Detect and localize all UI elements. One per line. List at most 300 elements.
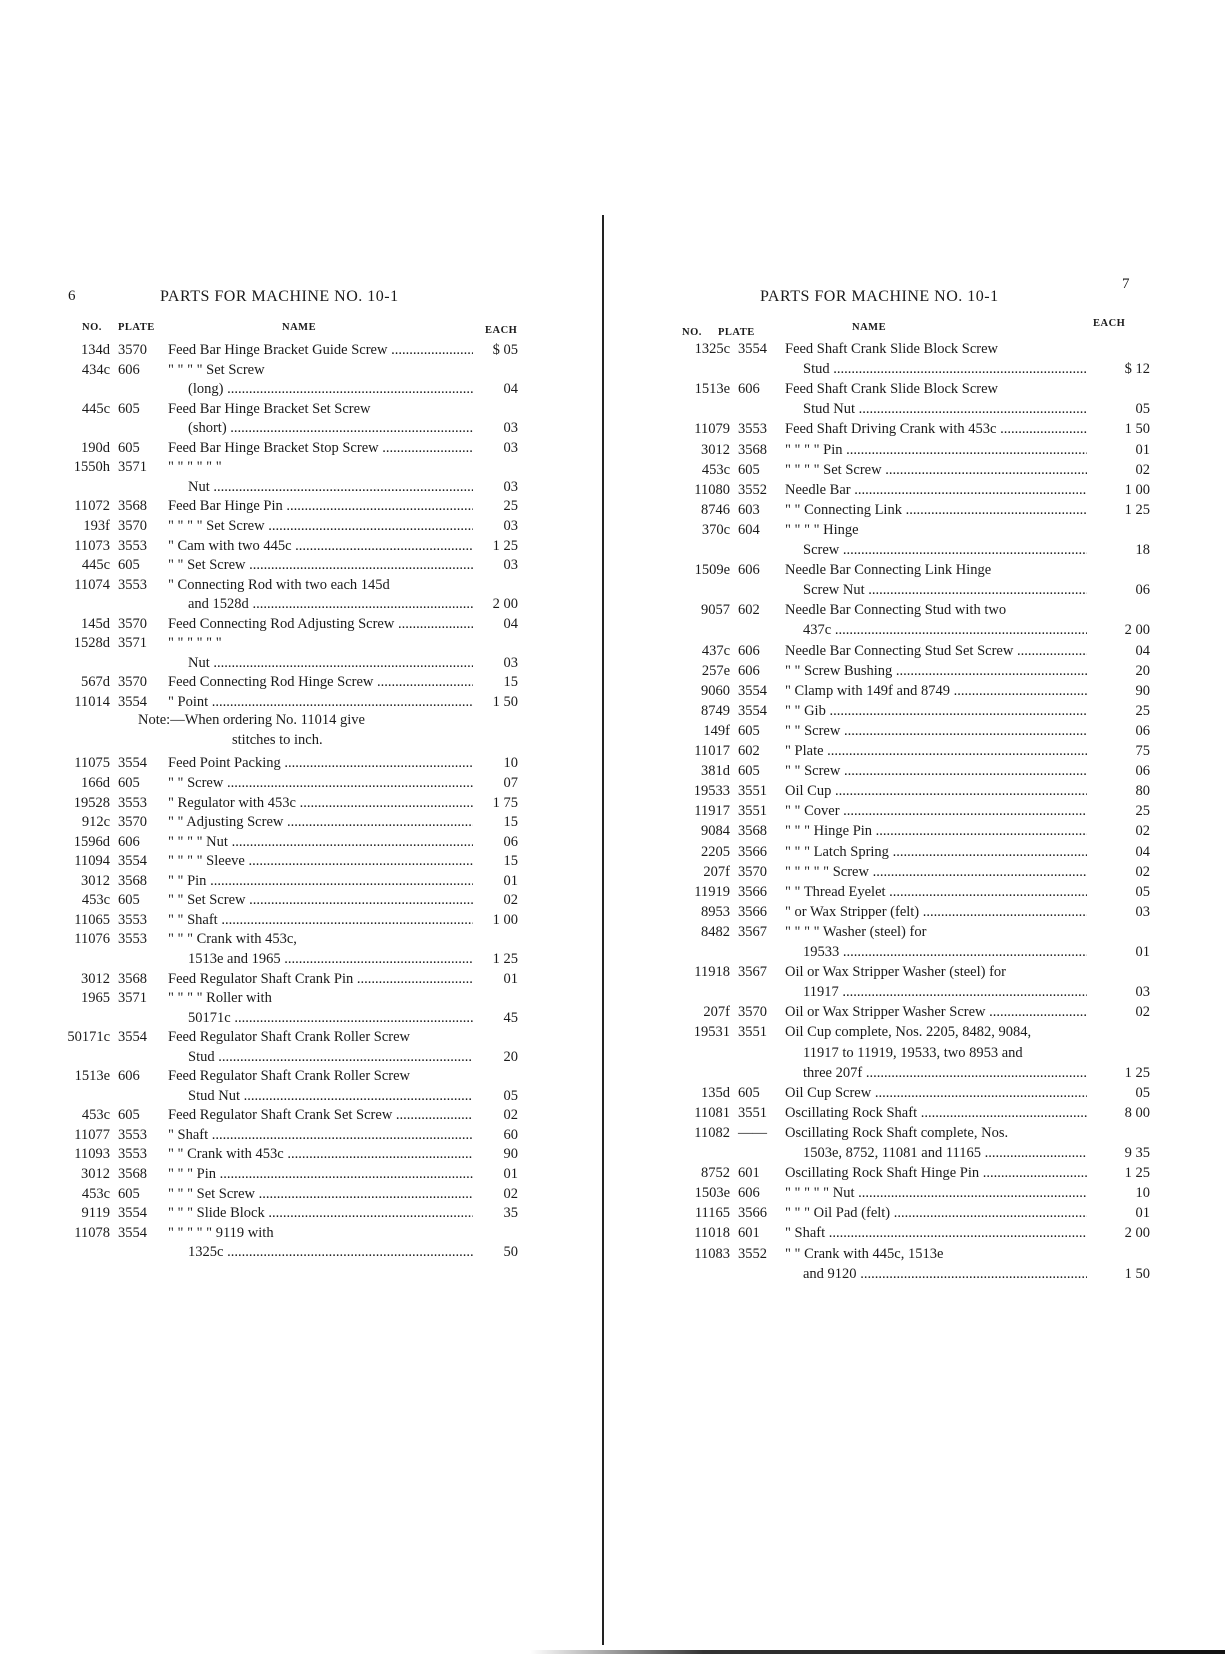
part-name: Feed Regulator Shaft Crank Roller Screw [168, 1029, 411, 1046]
table-row [0, 833, 600, 851]
price-each: 2 00 [1124, 1225, 1150, 1242]
plate-number: 602 [738, 743, 760, 759]
part-name: " " Set Screw ..... [168, 891, 473, 909]
plate-number: 3554 [118, 1029, 147, 1046]
price-each: 1 50 [1124, 421, 1150, 438]
part-number: 445c [81, 557, 110, 574]
part-number: 453c [81, 892, 110, 909]
table-row [605, 822, 1225, 840]
price-each: 9 35 [1124, 1145, 1150, 1161]
part-name: Oscillating Rock Shaft ..... [785, 1104, 1087, 1122]
table-row [605, 581, 1225, 599]
part-name: " " Screw ..... [168, 774, 473, 792]
page-gutter-line [602, 215, 604, 1645]
price-each: 06 [1135, 582, 1150, 599]
table-row [605, 923, 1225, 941]
col-header-name: NAME [852, 322, 887, 333]
part-number: 8752 [701, 1165, 730, 1182]
price-each: 03 [503, 478, 518, 495]
table-row [605, 1003, 1225, 1021]
table-row [605, 400, 1225, 418]
plate-number: 3571 [118, 990, 147, 1007]
part-name: " Point ..... [168, 693, 473, 711]
table-row [605, 340, 1225, 358]
part-name: Stud Nut ..... [803, 400, 1087, 418]
part-number: 135d [701, 1084, 730, 1101]
part-name: Oil Cup complete, Nos. 2205, 8482, 9084, [785, 1024, 1032, 1041]
part-number: 11083 [694, 1245, 730, 1262]
part-name: " " " " " 9119 with [168, 1224, 274, 1241]
part-number: 1965 [81, 990, 110, 1007]
part-name: " " " " Hinge [785, 521, 859, 538]
part-number: 11917 [694, 803, 730, 820]
part-name: (short) ..... [188, 419, 473, 437]
price-each: 25 [1135, 702, 1150, 719]
part-number: 3012 [81, 970, 110, 987]
part-number: 11075 [74, 755, 110, 772]
part-number: 11077 [74, 1126, 110, 1143]
table-row [0, 1106, 600, 1124]
part-number: 11918 [694, 964, 730, 981]
plate-number: 3553 [118, 931, 147, 948]
part-number: 434c [81, 361, 110, 378]
part-number: 1513e [74, 1068, 110, 1085]
price-each: 02 [503, 892, 518, 909]
plate-number: 3566 [738, 883, 767, 900]
part-name: " Cam with two 445c ..... [168, 537, 473, 555]
part-number: 381d [701, 763, 730, 780]
table-row [0, 576, 600, 594]
table-row [605, 1245, 1225, 1263]
part-name: Oil or Wax Stripper Washer (steel) for [785, 964, 1007, 981]
price-each: 01 [503, 872, 518, 889]
part-name: Needle Bar Connecting Stud with two [785, 602, 1007, 619]
col-header-no: NO. [82, 322, 102, 333]
plate-number: 605 [738, 1084, 760, 1101]
table-row [605, 621, 1225, 639]
table-row [605, 802, 1225, 820]
price-each: 02 [1135, 823, 1150, 840]
table-row [605, 1164, 1225, 1182]
plate-number: 3552 [738, 481, 767, 498]
col-header-each: EACH [485, 325, 518, 336]
part-number: 166d [81, 775, 110, 791]
part-number: 8953 [701, 903, 730, 920]
part-number: 11165 [694, 1205, 730, 1222]
table-row [605, 1084, 1225, 1102]
part-name: Feed Regulator Shaft Crank Roller Screw [168, 1068, 411, 1085]
price-each: 20 [503, 1048, 518, 1065]
plate-number: 606 [738, 642, 760, 659]
part-number: 134d [81, 342, 110, 358]
part-name: 1513e and 1965 ..... [188, 950, 473, 968]
table-row [0, 911, 600, 929]
table-row [605, 903, 1225, 921]
price-each: 06 [1135, 763, 1150, 780]
price-each: 02 [503, 1185, 518, 1202]
price-each: 03 [503, 517, 518, 534]
part-number: 453c [701, 461, 730, 478]
part-name: " " " " Set Screw ..... [785, 461, 1087, 479]
part-name: " " Cover ..... [785, 802, 1087, 820]
table-row [605, 722, 1225, 740]
part-number: 19533 [693, 783, 730, 800]
price-each: 01 [1135, 1205, 1150, 1222]
plate-number: 603 [738, 501, 760, 518]
table-row [0, 361, 600, 379]
table-row [0, 872, 600, 890]
part-number: 11080 [694, 481, 730, 498]
part-name: " " " " Set Screw ..... [168, 517, 473, 535]
part-name: " " " " " " [168, 635, 222, 652]
price-each: $ 12 [1124, 361, 1150, 378]
part-name: " Regulator with 453c ..... [168, 794, 473, 812]
plate-number: 604 [738, 521, 760, 538]
table-row [605, 983, 1225, 1001]
part-name: Nut ..... [188, 654, 473, 672]
price-each: 03 [1135, 903, 1150, 920]
plate-number: 606 [738, 562, 760, 579]
part-number: 370c [701, 521, 730, 538]
part-number: 149f [703, 722, 730, 739]
part-number: 19528 [73, 794, 110, 811]
part-number: 1550h [73, 459, 110, 476]
part-name: Feed Connecting Rod Hinge Screw ..... [168, 673, 473, 691]
part-number: 11082 [694, 1124, 730, 1141]
table-row [605, 843, 1225, 861]
part-name: Oscillating Rock Shaft complete, Nos. [785, 1124, 1009, 1141]
part-number: 1513e [694, 381, 730, 398]
plate-number: 3552 [738, 1245, 767, 1262]
table-row [0, 478, 600, 496]
price-each: 01 [503, 970, 518, 987]
col-header-plate: PLATE [718, 327, 755, 338]
table-row [0, 400, 600, 418]
part-name: Oil Cup ..... [785, 782, 1087, 800]
part-name: Stud Nut ..... [188, 1087, 473, 1105]
part-name: " " " " Roller with [168, 990, 272, 1007]
table-row [605, 642, 1225, 660]
table-row [0, 989, 600, 1007]
page-number: 7 [1122, 276, 1130, 292]
table-row [605, 1124, 1225, 1142]
plate-number: 3551 [738, 1104, 767, 1121]
part-name: Feed Bar Hinge Pin ..... [168, 497, 473, 515]
price-each: 75 [1135, 743, 1150, 759]
plate-number: 3554 [738, 702, 767, 719]
price-each: 60 [503, 1126, 518, 1143]
plate-number: 3570 [738, 1004, 767, 1021]
plate-number: 605 [118, 1107, 140, 1124]
plate-number: 3567 [738, 964, 767, 981]
table-row [0, 1243, 600, 1261]
price-each: 03 [503, 439, 518, 456]
part-name: Oscillating Rock Shaft Hinge Pin ..... [785, 1164, 1087, 1182]
table-row [0, 950, 600, 968]
part-name: Feed Bar Hinge Bracket Stop Screw ..... [168, 439, 473, 457]
part-name: Feed Connecting Rod Adjusting Screw ..... [168, 615, 473, 633]
col-header-no: NO. [682, 327, 702, 338]
part-number: 11073 [74, 537, 110, 554]
plate-number: 606 [118, 1068, 140, 1085]
table-row [0, 634, 600, 652]
plate-number: 601 [738, 1165, 760, 1182]
table-row [0, 1028, 600, 1046]
table-row [0, 930, 600, 948]
part-name: " " " " " Screw ..... [785, 863, 1087, 881]
part-number: 1503e [694, 1185, 730, 1202]
part-number: 11076 [74, 931, 110, 948]
plate-number: 606 [738, 662, 760, 679]
note-line: Note:—When ordering No. 11014 give [138, 712, 365, 728]
plate-number: 3551 [738, 803, 767, 820]
price-each: 04 [503, 615, 518, 632]
part-number: 567d [81, 674, 110, 691]
plate-number: 3570 [738, 863, 767, 880]
price-each: 04 [1135, 843, 1150, 860]
part-name: 50171c ..... [188, 1009, 473, 1027]
table-row [605, 1204, 1225, 1222]
plate-number: 3554 [118, 693, 147, 710]
col-header-name: NAME [282, 322, 317, 333]
price-each: 02 [1135, 1004, 1150, 1021]
table-row [605, 1265, 1225, 1283]
plate-number: 3551 [738, 1024, 767, 1041]
plate-number: 605 [118, 892, 140, 909]
price-each: 1 25 [492, 537, 518, 554]
plate-number: 3568 [118, 498, 147, 515]
price-each: 1 50 [1124, 1265, 1150, 1282]
plate-number: 3568 [118, 1166, 147, 1182]
part-number: 8482 [701, 923, 730, 940]
table-row [605, 521, 1225, 539]
part-name: Oil Cup Screw ..... [785, 1084, 1087, 1102]
plate-number: 3554 [118, 1205, 147, 1222]
plate-number: 3568 [118, 872, 147, 889]
table-row [0, 380, 600, 398]
part-number: 19531 [693, 1024, 730, 1041]
table-row [605, 360, 1225, 378]
table-row [605, 1144, 1225, 1162]
page-number: 6 [68, 288, 76, 304]
price-each: 1 25 [492, 950, 518, 967]
price-each: 02 [1135, 461, 1150, 478]
part-name: " " " " Set Screw [168, 361, 265, 378]
plate-number: 3566 [738, 843, 767, 860]
plate-number: 605 [118, 557, 140, 574]
plate-number: 3568 [118, 970, 147, 987]
part-name: " " " Hinge Pin ..... [785, 822, 1087, 840]
table-row [0, 497, 600, 515]
price-each: 35 [503, 1205, 518, 1222]
plate-number: 3570 [118, 342, 147, 358]
price-each: 07 [503, 775, 518, 791]
part-number: 190d [81, 439, 110, 456]
part-name: Screw ..... [803, 541, 1087, 559]
table-row [605, 883, 1225, 901]
part-name: Needle Bar Connecting Link Hinge [785, 562, 992, 579]
price-each: 06 [503, 833, 518, 850]
price-each: 03 [1135, 984, 1150, 1001]
plate-number: 601 [738, 1225, 760, 1242]
part-name: " " Shaft ..... [168, 911, 473, 929]
part-number: 11014 [74, 693, 110, 710]
price-each: 1 25 [1124, 501, 1150, 518]
part-number: 1596d [73, 833, 110, 850]
part-number: 912c [81, 814, 110, 831]
part-number: 257e [701, 662, 730, 679]
table-row [0, 1145, 600, 1163]
plate-number: 3566 [738, 903, 767, 920]
part-name: " " Connecting Link ..... [785, 501, 1087, 519]
price-each: 8 00 [1124, 1104, 1150, 1121]
table-row [0, 794, 600, 812]
plate-number: 605 [118, 400, 140, 417]
part-name: Feed Bar Hinge Bracket Set Screw [168, 400, 371, 417]
part-name: " Shaft ..... [168, 1126, 473, 1144]
part-name: Feed Shaft Driving Crank with 453c ..... [785, 420, 1087, 438]
part-number: 1509e [694, 562, 730, 579]
plate-number: 3553 [118, 1146, 147, 1163]
plate-number: 3570 [118, 674, 147, 691]
table-row [605, 1184, 1225, 1202]
table-row [0, 852, 600, 870]
table-row [0, 419, 600, 437]
price-each: 90 [503, 1146, 518, 1163]
part-number: 3012 [81, 872, 110, 889]
plate-number: 605 [738, 461, 760, 478]
table-row [0, 1126, 600, 1144]
part-name: Feed Regulator Shaft Crank Pin ..... [168, 970, 473, 988]
plate-number: 3554 [118, 755, 147, 772]
table-row [0, 439, 600, 457]
plate-number: 3553 [118, 576, 147, 593]
plate-number: 3551 [738, 783, 767, 800]
part-name: (long) ..... [188, 380, 473, 398]
table-row [0, 754, 600, 772]
price-each: 20 [1135, 662, 1150, 679]
part-number: 11919 [694, 883, 730, 900]
part-number: 2205 [701, 843, 730, 860]
plate-number: 605 [738, 763, 760, 780]
plate-number: 605 [118, 439, 140, 456]
part-name: 1325c ..... [188, 1243, 473, 1261]
price-each: 06 [1135, 722, 1150, 739]
part-number: 50171c [67, 1029, 110, 1046]
part-name: " " Pin ..... [168, 872, 473, 890]
price-each: 1 00 [1124, 481, 1150, 498]
part-number: 9084 [701, 823, 730, 840]
price-each: 05 [1135, 401, 1150, 418]
table-row [0, 458, 600, 476]
part-name: 1503e, 8752, 11081 and 11165 ..... [803, 1144, 1087, 1162]
table-row [0, 537, 600, 555]
plate-number: 3553 [118, 1126, 147, 1143]
part-name: 437c ..... [803, 621, 1087, 639]
part-number: 11065 [74, 911, 110, 928]
table-row [0, 891, 600, 909]
part-name: " " " Latch Spring ..... [785, 843, 1087, 861]
part-name: Nut ..... [188, 478, 473, 496]
plate-number: 3571 [118, 459, 147, 476]
part-name: " Connecting Rod with two each 145d [168, 576, 390, 593]
part-number: 9057 [701, 602, 730, 619]
part-name: " " " Pin ..... [168, 1165, 473, 1183]
price-each: 02 [503, 1107, 518, 1124]
part-name: " " " " Washer (steel) for [785, 923, 927, 940]
plate-number: 606 [738, 1185, 760, 1202]
note-line: stitches to inch. [232, 732, 323, 748]
price-each: 15 [503, 853, 518, 870]
table-row [605, 863, 1225, 881]
part-number: 3012 [701, 441, 730, 458]
plate-number: 3570 [118, 814, 147, 831]
part-number: 9060 [701, 682, 730, 699]
table-row [605, 461, 1225, 479]
table-row [0, 556, 600, 574]
table-row [605, 420, 1225, 438]
part-number: 453c [81, 1107, 110, 1124]
plate-number: 605 [738, 722, 760, 739]
running-head: PARTS FOR MACHINE NO. 10-1 [760, 288, 999, 305]
price-each: 90 [1135, 682, 1150, 699]
part-name: " " Set Screw ..... [168, 556, 473, 574]
part-name: " " Screw ..... [785, 762, 1087, 780]
part-name: " Shaft ..... [785, 1224, 1087, 1242]
plate-number: 3570 [118, 517, 147, 534]
price-each: 02 [1135, 863, 1150, 880]
table-row [605, 662, 1225, 680]
table-row [605, 782, 1225, 800]
price-each: 25 [503, 498, 518, 515]
part-name: Screw Nut ..... [803, 581, 1087, 599]
part-number: 207f [703, 1004, 730, 1021]
part-name: Feed Regulator Shaft Crank Set Screw ..... [168, 1106, 473, 1124]
table-row [0, 774, 600, 792]
table-row [605, 1044, 1225, 1062]
plate-number: 3566 [738, 1205, 767, 1222]
part-name: " " Gib ..... [785, 702, 1087, 720]
table-row [0, 1048, 600, 1066]
part-number: 207f [703, 863, 730, 880]
price-each: 18 [1135, 542, 1150, 558]
part-number: 445c [81, 400, 110, 417]
part-name: " " " " Nut ..... [168, 833, 473, 851]
price-each: 01 [1135, 441, 1150, 458]
table-row [0, 1185, 600, 1203]
plate-number: 605 [118, 1185, 140, 1202]
part-name: " " Crank with 453c ..... [168, 1145, 473, 1163]
col-header-plate: PLATE [118, 322, 155, 333]
table-row [0, 813, 600, 831]
table-row [0, 341, 600, 359]
table-row [605, 682, 1225, 700]
price-each: 03 [503, 654, 518, 671]
part-number: 1528d [73, 635, 110, 652]
table-row [0, 673, 600, 691]
price-each: 50 [503, 1244, 518, 1261]
part-number: 11094 [74, 853, 110, 870]
table-row [0, 1204, 600, 1222]
table-row [605, 441, 1225, 459]
plate-number: 3553 [118, 537, 147, 554]
running-head: PARTS FOR MACHINE NO. 10-1 [160, 288, 399, 305]
part-name: " " Crank with 445c, 1513e [785, 1245, 944, 1262]
part-number: 8749 [701, 702, 730, 719]
table-row [605, 762, 1225, 780]
plate-number: 3570 [118, 615, 147, 632]
plate-number: 3553 [738, 421, 767, 438]
